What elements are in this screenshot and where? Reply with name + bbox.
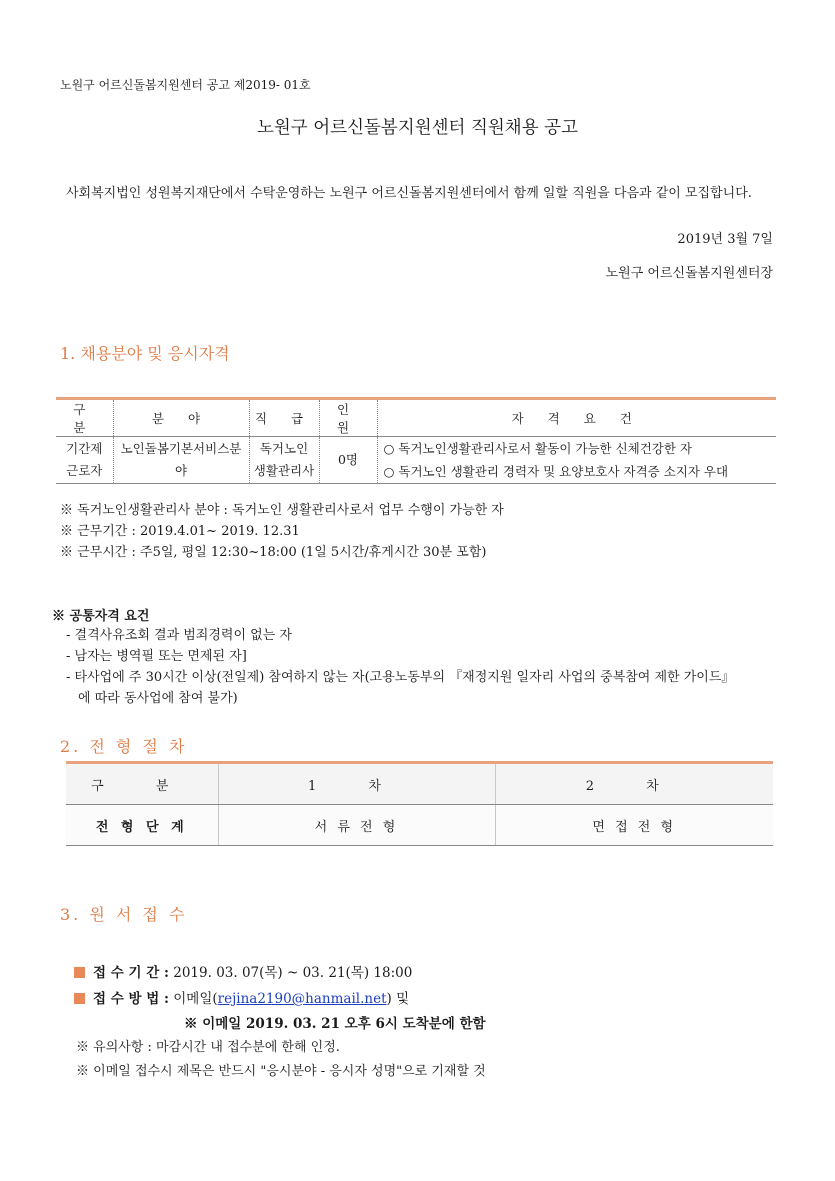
section3-title: 3. 원 서 접 수 <box>60 905 188 924</box>
method-suffix: ) 및 <box>386 991 410 1007</box>
issuer: 노원구 어르신돌봄지원센터장 <box>605 266 773 281</box>
note-item: ※ 근무기간 : 2019.4.01~ 2019. 12.31 <box>60 524 300 539</box>
section1-title: 1. 채용분야 및 응시자격 <box>60 344 230 363</box>
list-item: 에 따라 동사업에 참여 불가) <box>78 691 238 706</box>
application-method <box>74 986 412 1012</box>
header-round2: 2 차 <box>495 763 773 805</box>
method-prefix: 이메일( <box>173 991 218 1007</box>
square-bullet-icon <box>74 993 85 1004</box>
cell-requirements <box>377 437 776 484</box>
email-deadline-note: ※ 이메일 2019. 03. 21 오후 6시 도착분에 한함 <box>184 1016 486 1032</box>
cell-field: 노인돌봄기본서비스분야 <box>113 437 249 484</box>
application-info <box>74 960 412 1012</box>
header-round1: 1 차 <box>218 763 495 805</box>
email-link[interactable]: rejina2190@hanmail.net <box>217 991 387 1007</box>
common-requirements <box>66 625 734 709</box>
square-bullet-icon <box>74 967 85 978</box>
list-item: - 남자는 병역필 또는 면제된 자] <box>66 649 247 664</box>
header-requirements: 자 격 요 건 <box>377 399 776 437</box>
period-value: 2019. 03. 07(목) ~ 03. 21(목) 18:00 <box>173 965 413 981</box>
cell-round2: 면 접 전 형 <box>495 805 773 846</box>
section1-notes <box>60 500 504 563</box>
cell-round1: 서 류 전 형 <box>218 805 495 846</box>
header-count: 인 원 <box>319 399 377 437</box>
cell-type: 기간제 근로자 <box>56 437 113 484</box>
cell-stage-label: 전 형 단 계 <box>66 805 218 846</box>
requirement-item: ○ 독거노인 생활관리 경력자 및 요양보호사 자격증 소지자 우대 <box>383 464 729 479</box>
cell-count: 0명 <box>319 437 377 484</box>
header-grade: 직 급 <box>249 399 319 437</box>
section2-title: 2. 전 형 절 차 <box>60 737 188 756</box>
note-item: ※ 유의사항 : 마감시간 내 접수분에 한해 인정. <box>76 1040 340 1055</box>
notice-number: 노원구 어르신돌봄지원센터 공고 제2019- 01호 <box>60 78 311 92</box>
table-row <box>56 437 776 484</box>
page-title: 노원구 어르신돌봄지원센터 직원채용 공고 <box>257 118 578 138</box>
recruitment-table <box>56 397 776 484</box>
note-item: ※ 이메일 접수시 제목은 반드시 "응시분야 - 응시자 성명"으로 기재할 것 <box>76 1064 486 1079</box>
header-type: 구 분 <box>56 399 113 437</box>
method-label: 접 수 방 법 : <box>93 991 169 1007</box>
intro-text: 사회복지법인 성원복지재단에서 수탁운영하는 노원구 어르신돌봄지원센터에서 함께 일할 직원을 다음과 같이 모집합니다. <box>66 186 752 201</box>
cell-grade: 독거노인 생활관리사 <box>249 437 319 484</box>
application-period <box>74 960 412 986</box>
header-field: 분 야 <box>113 399 249 437</box>
note-item: ※ 근무시간 : 주5일, 평일 12:30~18:00 (1일 5시간/휴게시간 30분 포함) <box>60 545 487 560</box>
selection-process-table <box>66 761 773 846</box>
requirement-item: ○ 독거노인생활관리사로서 활동이 가능한 신체건강한 자 <box>383 441 692 456</box>
list-item: - 타사업에 주 30시간 이상(전일제) 참여하지 않는 자(고용노동부의 『재정지원 일자리 사업의 중복참여 제한 가이드』 <box>66 670 735 685</box>
header-category: 구 분 <box>66 763 218 805</box>
common-requirements-title: ※ 공통자격 요건 <box>52 609 150 624</box>
period-label: 접 수 기 간 : <box>93 965 169 981</box>
note-item: ※ 독거노인생활관리사 분야 : 독거노인 생활관리사로서 업무 수행이 가능한 자 <box>60 503 504 518</box>
table-header-row <box>56 399 776 437</box>
list-item: - 결격사유조회 결과 범죄경력이 없는 자 <box>66 628 292 643</box>
section3-notes <box>76 1036 486 1084</box>
notice-date: 2019년 3월 7일 <box>677 232 773 247</box>
table-header-row <box>66 763 773 805</box>
table-row <box>66 805 773 846</box>
